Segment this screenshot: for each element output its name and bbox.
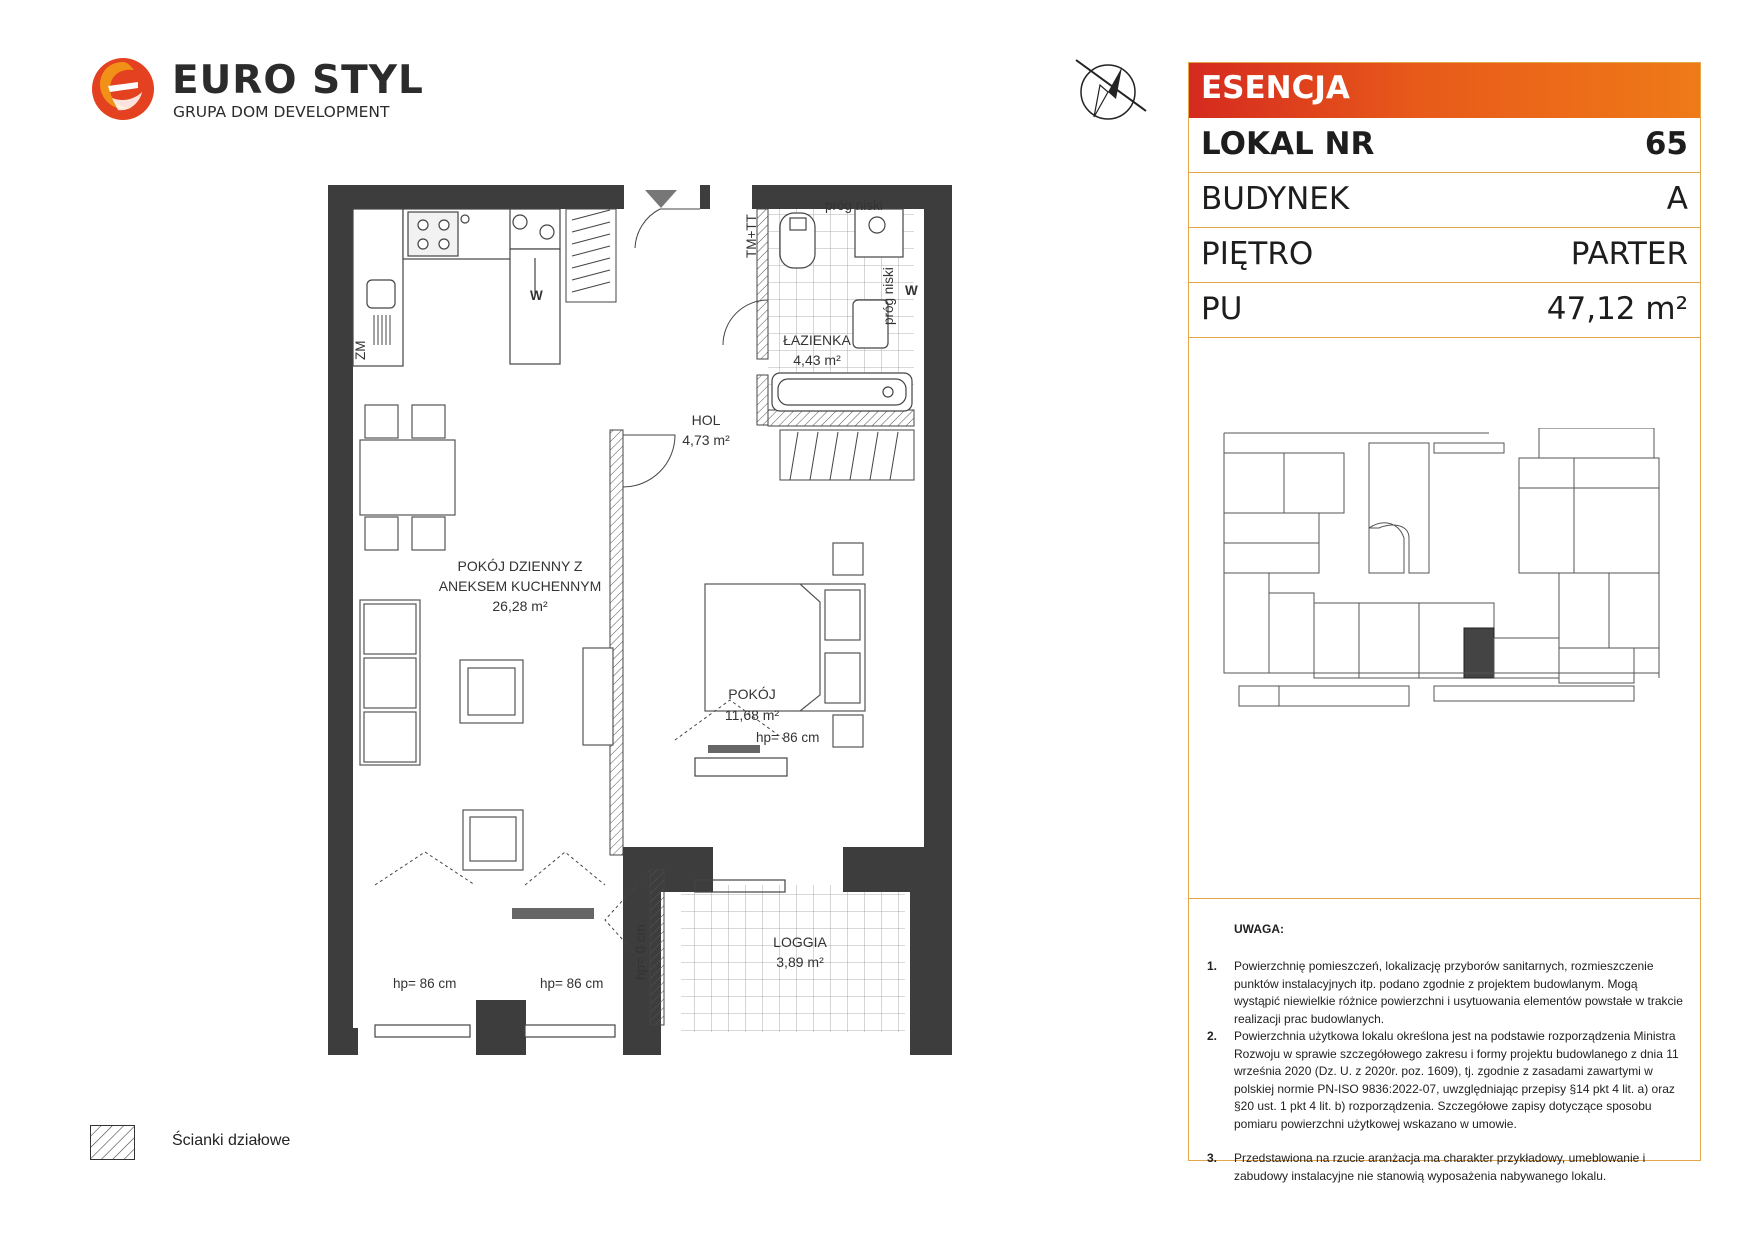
room-living-line2: ANEKSEM KUCHENNYM bbox=[438, 578, 602, 594]
budynek-label: BUDYNEK bbox=[1201, 181, 1350, 217]
w-label-1: W bbox=[530, 288, 543, 303]
window-triangle-living-right bbox=[525, 852, 605, 885]
room-bathroom-area: 4,43 m² bbox=[793, 352, 841, 368]
sill-label-bedroom: hp= 86 cm bbox=[756, 730, 820, 745]
budynek-value: A bbox=[1666, 181, 1688, 217]
pu-label: PU bbox=[1201, 291, 1243, 327]
room-bedroom-area: 11,68 m² bbox=[724, 707, 780, 723]
room-loggia-area: 3,89 m² bbox=[776, 954, 824, 970]
brand-name: EURO STYL bbox=[172, 58, 424, 103]
brand-subtitle: GRUPA DOM DEVELOPMENT bbox=[173, 103, 390, 121]
partition-legend-swatch bbox=[90, 1125, 135, 1160]
sill-label-living-left: hp= 86 cm bbox=[393, 976, 457, 991]
room-loggia-name: LOGGIA bbox=[773, 934, 827, 950]
note-number-3: 3. bbox=[1207, 1151, 1218, 1165]
window-triangle-living-left bbox=[375, 852, 475, 885]
eurostyl-logo-icon bbox=[90, 56, 156, 122]
note-text-2: Powierzchnia użytkowa lokalu określona jest na podstawie rozporządzenia Ministra Rozwoju w sprawie szczegółowego zakresu i formy projektu budowlanego z dnia 11 września 2020 (Dz. U. z 2020r. poz. 1609), tj. zgodnie z zasadami zawartymi w polskiej normie PN-ISO 9836:2022-07, uwzględniając przepisy §14 pkt 4 lit. a) oraz §20 ust. 1 pkt 4 lit. b) rozporządzenia. Szczegółowe zapisy dotyczące sposobu pomiaru powierzchni użytkowej wskazano w umowie. bbox=[1234, 1029, 1679, 1131]
sill-marker-living bbox=[512, 908, 594, 919]
panel-header bbox=[1189, 63, 1700, 118]
pu-value: 47,12 m² bbox=[1546, 291, 1688, 327]
w-label-2: W bbox=[905, 283, 918, 298]
company-logo bbox=[90, 56, 424, 126]
note-text-1: Powierzchnię pomieszczeń, lokalizację przyborów sanitarnych, rozmieszczenie punktów instalacyjnych itp. podano zgodnie z projektem budowlanym. Mogą wystąpić niewielkie różnice powierzchni i usytuowania elementów powstałe w trakcie realizacji prac budowlanych. bbox=[1234, 959, 1683, 1026]
north-arrow-icon bbox=[1070, 55, 1150, 125]
pietro-value: PARTER bbox=[1570, 236, 1688, 272]
note-text-3: Przedstawiona na rzucie aranżacja ma charakter przykładowy, umeblowanie i zabudowy instalacyjne nie stanowią wyposażenia nabywanego lokalu. bbox=[1234, 1151, 1646, 1183]
info-row-lokal bbox=[1189, 118, 1700, 173]
site-plan-box bbox=[1189, 338, 1700, 899]
tm-tt-label: TM+TT bbox=[744, 214, 759, 258]
notes-title: UWAGA: bbox=[1234, 922, 1284, 936]
entrance-arrow-icon bbox=[645, 190, 677, 208]
project-name: ESENCJA bbox=[1201, 70, 1350, 106]
sill-label-living-right: hp= 86 cm bbox=[540, 976, 604, 991]
bedroom-door-swing bbox=[623, 435, 675, 487]
wardrobe bbox=[780, 430, 914, 480]
room-living-area: 26,28 m² bbox=[492, 598, 548, 614]
room-hall-area: 4,73 m² bbox=[682, 432, 730, 448]
info-row-pu bbox=[1189, 283, 1700, 338]
pietro-label: PIĘTRO bbox=[1201, 236, 1314, 272]
sill-label-loggia: hp= 0 cm bbox=[633, 924, 648, 980]
threshold-label-2: próg niski bbox=[881, 267, 896, 325]
dining-set bbox=[360, 405, 455, 550]
entrance-door-swing bbox=[635, 209, 700, 248]
legend-label: Ścianki działowe bbox=[172, 1132, 291, 1149]
kitchen-units bbox=[353, 209, 513, 366]
installation-shaft bbox=[510, 209, 560, 364]
room-hall-name: HOL bbox=[691, 412, 721, 428]
room-bedroom-name: POKÓJ bbox=[728, 686, 776, 702]
note-number-2: 2. bbox=[1207, 1029, 1218, 1043]
info-row-budynek bbox=[1189, 173, 1700, 228]
room-living-line1: POKÓJ DZIENNY Z bbox=[457, 558, 583, 574]
site-plan-map bbox=[1219, 428, 1669, 748]
floor-plan bbox=[320, 180, 960, 1060]
zm-label: ZM bbox=[353, 340, 368, 360]
room-bathroom-name: ŁAZIENKA bbox=[783, 332, 851, 348]
info-panel bbox=[1188, 62, 1701, 1183]
shaft-hatch-kitchen bbox=[566, 209, 616, 302]
threshold-label-1: próg niski bbox=[825, 198, 883, 213]
info-row-pietro bbox=[1189, 228, 1700, 283]
lokal-label: LOKAL NR bbox=[1201, 126, 1375, 162]
sill-marker-bedroom bbox=[708, 745, 760, 753]
note-number-1: 1. bbox=[1207, 959, 1218, 973]
living-furniture bbox=[360, 600, 613, 870]
lokal-value: 65 bbox=[1644, 126, 1688, 162]
